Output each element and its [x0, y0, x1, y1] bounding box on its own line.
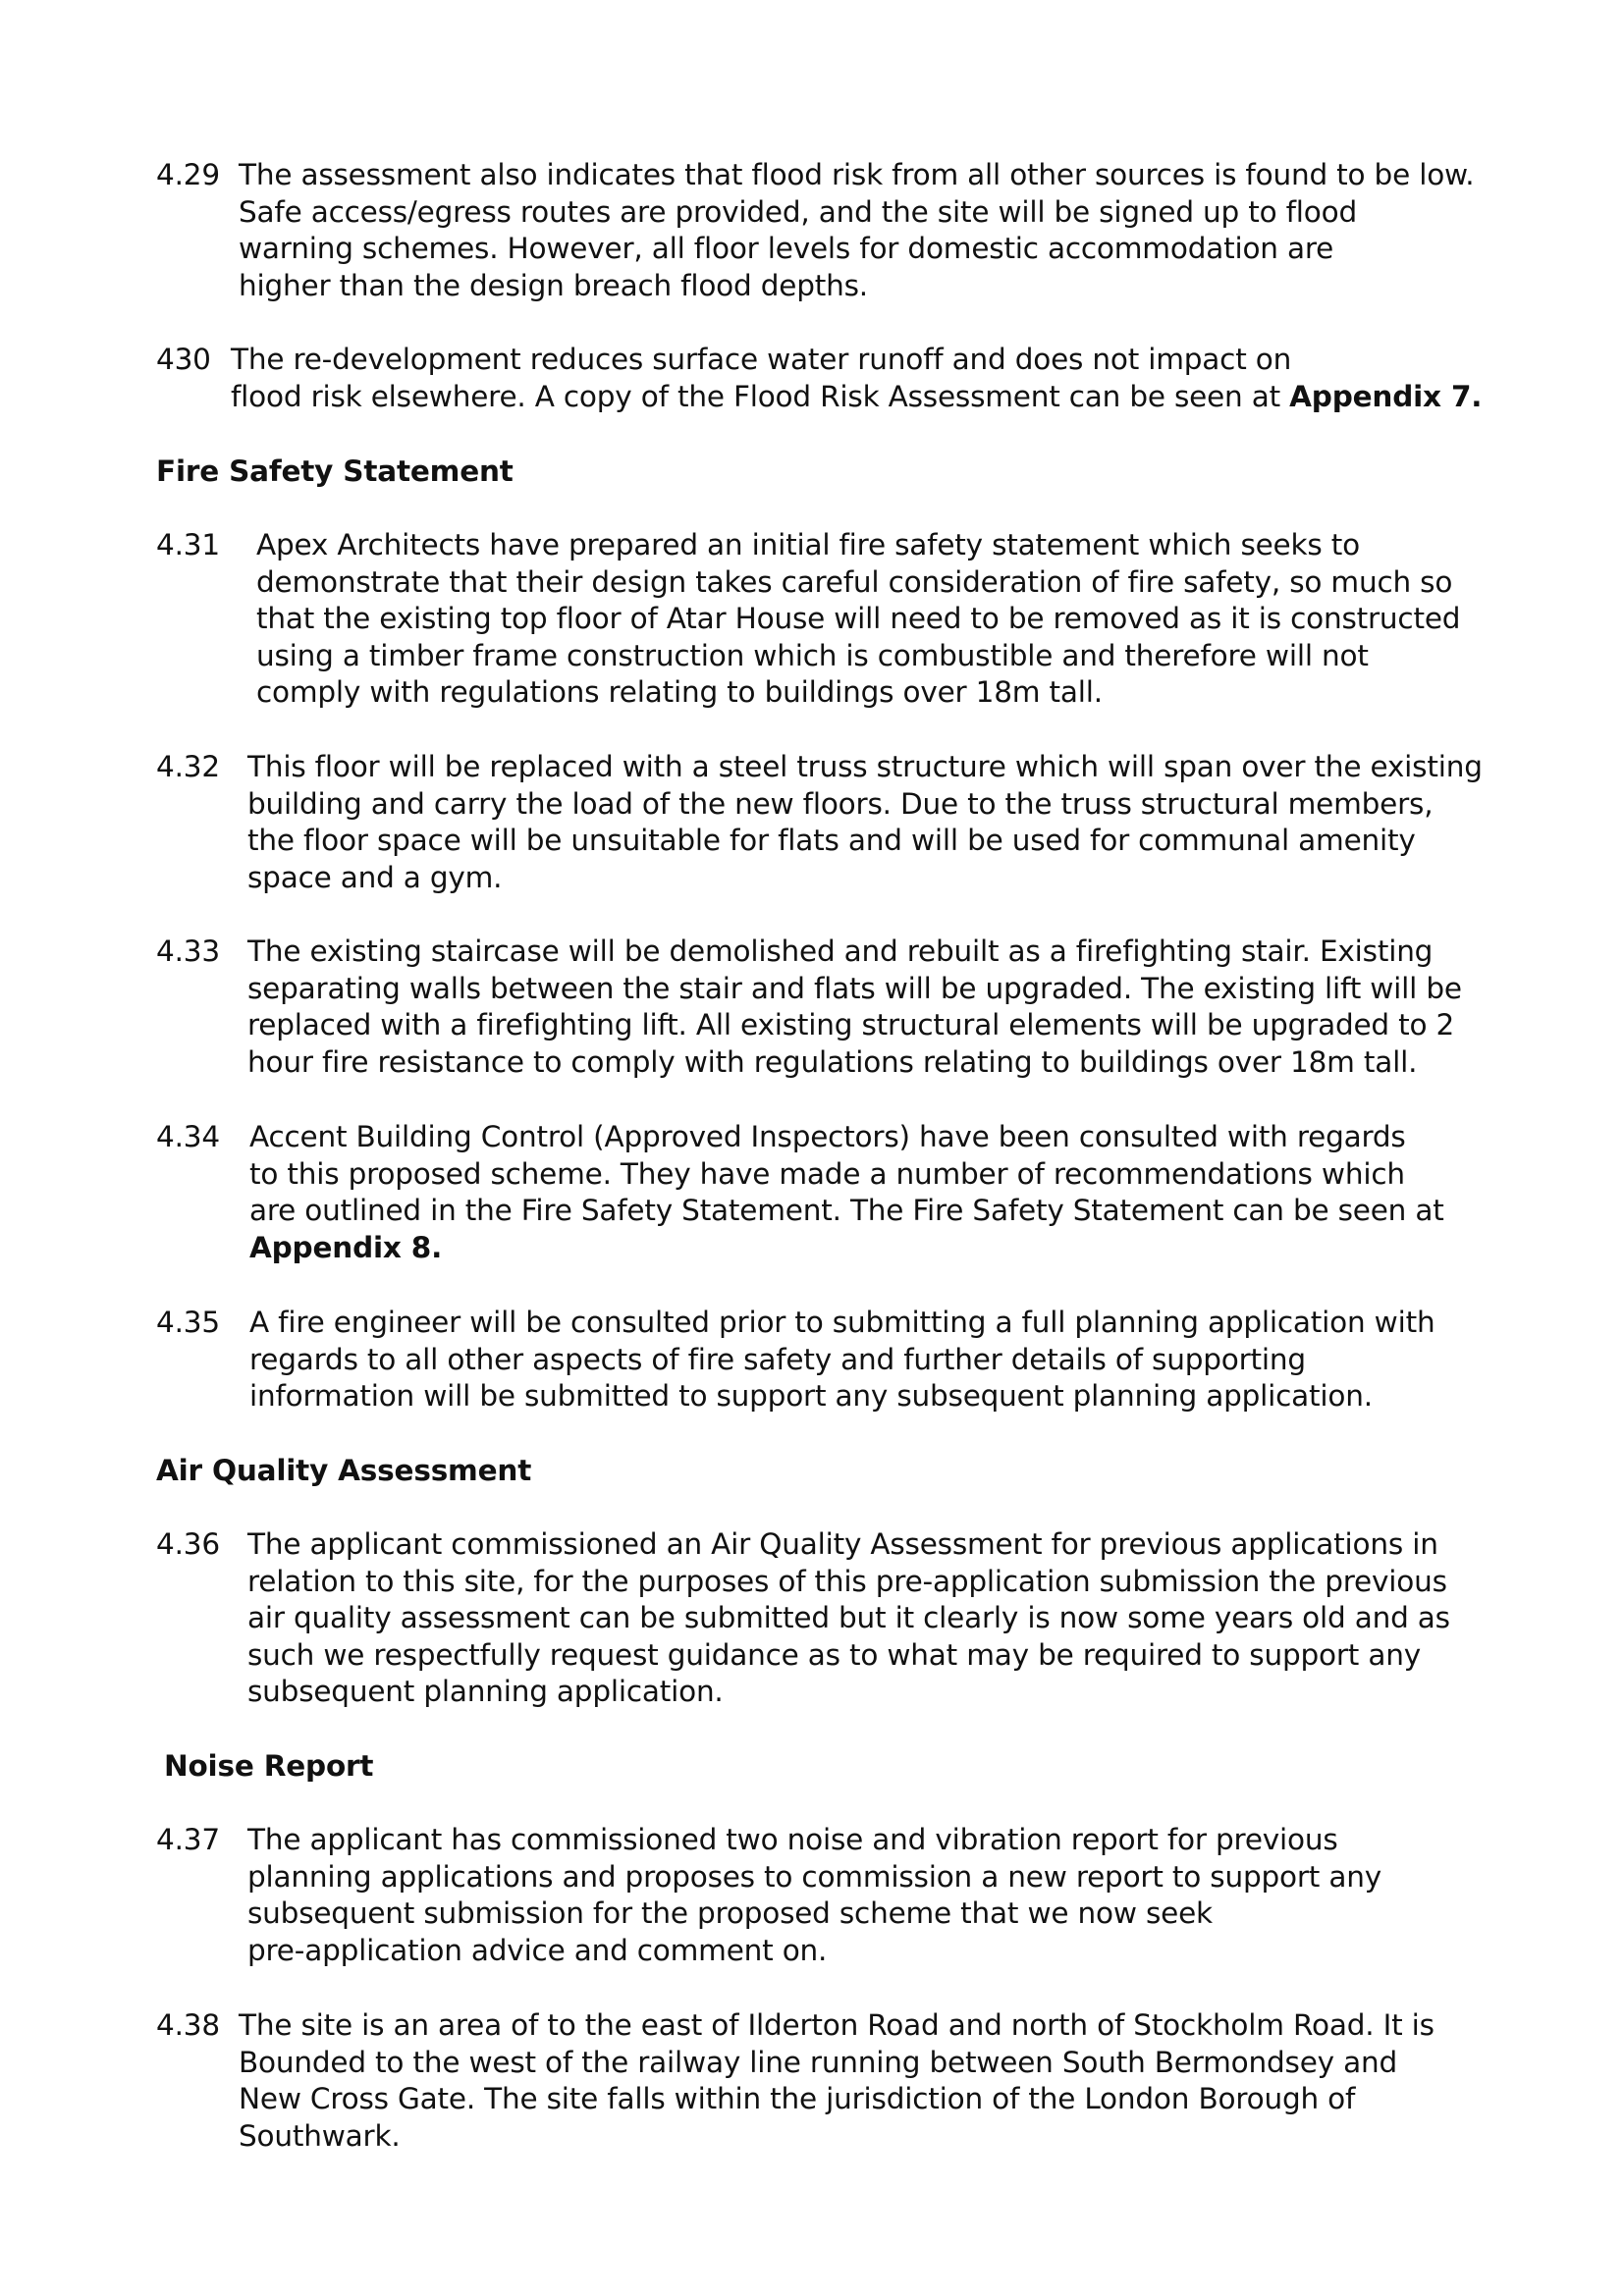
- paragraph-line: The re-development reduces surface water runoff and does not impact on: [231, 343, 1292, 376]
- paragraph-line: warning schemes. However, all floor levels for domestic accommodation are: [239, 232, 1334, 266]
- paragraph-number: 4.33: [156, 934, 220, 968]
- paragraph-number: 4.34: [156, 1120, 220, 1153]
- paragraph-line: Apex Architects have prepared an initial fire safety statement which seeks to: [256, 528, 1360, 561]
- section-heading-fire-safety: Fire Safety Statement: [156, 454, 514, 488]
- paragraph-line: comply with regulations relating to buildings over 18m tall.: [256, 675, 1103, 710]
- paragraph-line: regards to all other aspects of fire safety and further details of supporting: [249, 1342, 1306, 1376]
- paragraph-number: 4.36: [156, 1527, 220, 1561]
- paragraph-number: 4.29: [156, 158, 220, 191]
- paragraph-line: separating walls between the stair and flats will be upgraded. The existing lift will be: [247, 971, 1462, 1005]
- paragraph-line: to this proposed scheme. They have made a number of recommendations which: [249, 1156, 1405, 1191]
- paragraph-line: that the existing top floor of Atar House will need to be removed as it is constructed: [256, 602, 1461, 636]
- paragraph-line: hour fire resistance to comply with regulations relating to buildings over 18m tall.: [247, 1044, 1418, 1079]
- paragraph-line: The applicant commissioned an Air Quality Assessment for previous applications in: [247, 1527, 1438, 1561]
- paragraph-line: Bounded to the west of the railway line running between South Bermondsey and: [239, 2045, 1398, 2079]
- paragraph-line: The site is an area of to the east of Ilderton Road and north of Stockholm Road. It is: [239, 2008, 1435, 2042]
- paragraph-line: This floor will be replaced with a steel truss structure which will span over the existing: [247, 750, 1483, 783]
- paragraph-line: such we respectfully request guidance as to what may be required to support any: [247, 1637, 1421, 1672]
- paragraph-line: Accent Building Control (Approved Inspectors) have been consulted with regards: [249, 1120, 1406, 1153]
- section-heading-air-quality: Air Quality Assessment: [156, 1454, 532, 1487]
- paragraph-line: subsequent submission for the proposed scheme that we now seek: [247, 1896, 1213, 1931]
- section-heading-noise-report: Noise Report: [164, 1749, 374, 1783]
- paragraph-line: using a timber frame construction which is combustible and therefore will not: [256, 638, 1369, 672]
- paragraph-number: 4.31: [156, 528, 220, 561]
- paragraph-number: 4.38: [156, 2008, 220, 2042]
- paragraph-line: subsequent planning application.: [247, 1675, 724, 1709]
- paragraph-number: 4.37: [156, 1823, 220, 1856]
- paragraph-line: information will be submitted to support any subsequent planning application.: [249, 1379, 1373, 1414]
- paragraph-line: A fire engineer will be consulted prior to submitting a full planning application with: [249, 1306, 1435, 1339]
- paragraph-number: 430: [156, 343, 211, 376]
- paragraph-line: New Cross Gate. The site falls within the jurisdiction of the London Borough of: [239, 2082, 1356, 2116]
- paragraph-line: are outlined in the Fire Safety Statement. The Fire Safety Statement can be seen at: [249, 1194, 1444, 1228]
- paragraph-text: flood risk elsewhere. A copy of the Flood Risk Assessment can be seen at: [231, 379, 1290, 413]
- paragraph-line: [249, 1230, 1444, 1267]
- paragraph-line: higher than the design breach flood depths.: [239, 268, 868, 302]
- paragraph-line: The applicant has commissioned two noise and vibration report for previous: [247, 1823, 1338, 1856]
- appendix-reference: Appendix 7.: [1289, 379, 1483, 413]
- paragraph-line: pre-application advice and comment on.: [247, 1933, 828, 1967]
- paragraph-line: The existing staircase will be demolished and rebuilt as a firefighting stair. Existing: [247, 934, 1434, 968]
- paragraph-line: space and a gym.: [247, 860, 503, 894]
- paragraph-line: demonstrate that their design takes careful consideration of fire safety, so much so: [256, 564, 1453, 599]
- appendix-reference: Appendix 8.: [249, 1230, 443, 1264]
- paragraph-number: 4.32: [156, 750, 220, 783]
- paragraph-line: Safe access/egress routes are provided, and the site will be signed up to flood: [239, 194, 1358, 229]
- paragraph-line: Southwark.: [239, 2118, 401, 2153]
- paragraph-line: [231, 379, 1482, 416]
- paragraph-line: air quality assessment can be submitted but it clearly is now some years old and as: [247, 1601, 1450, 1635]
- paragraph-line: replaced with a firefighting lift. All existing structural elements will be upgraded to 2: [247, 1008, 1455, 1042]
- paragraph-number: 4.35: [156, 1306, 220, 1339]
- paragraph-line: relation to this site, for the purposes of this pre-application submission the previous: [247, 1564, 1447, 1598]
- paragraph-line: building and carry the load of the new floors. Due to the truss structural members,: [247, 786, 1434, 821]
- paragraph-line: planning applications and proposes to commission a new report to support any: [247, 1859, 1381, 1894]
- paragraph-line: The assessment also indicates that flood risk from all other sources is found to be low.: [239, 158, 1475, 191]
- paragraph-line: the floor space will be unsuitable for flats and will be used for communal amenity: [247, 824, 1416, 858]
